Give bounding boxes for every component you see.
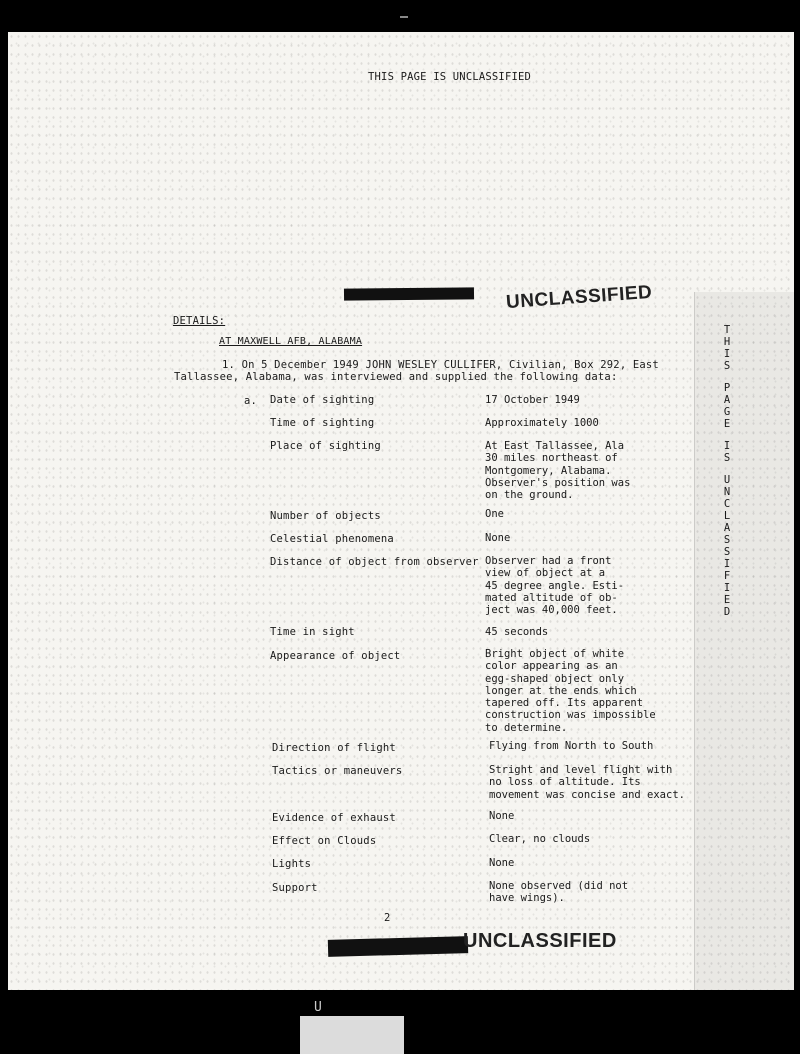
- item-value: None: [489, 810, 515, 822]
- side-stamp-letter: L: [723, 510, 731, 522]
- item-label: Celestial phenomena: [270, 533, 394, 545]
- side-stamp-letter: S: [723, 452, 731, 464]
- intro-line-2: Tallassee, Alabama, was interviewed and supplied the following data:: [174, 371, 618, 383]
- item-label: Evidence of exhaust: [272, 812, 396, 824]
- below-page-mark: U: [314, 1000, 323, 1015]
- page-number: 2: [384, 912, 391, 924]
- location-subheading: AT MAXWELL AFB, ALABAMA: [219, 336, 363, 347]
- item-label: Direction of flight: [272, 742, 396, 754]
- top-scan-mark: [400, 16, 408, 18]
- item-value: Approximately 1000: [485, 417, 599, 429]
- item-value: 17 October 1949: [485, 394, 580, 406]
- item-label: Number of objects: [270, 510, 381, 522]
- item-value: Bright object of white color appearing as an egg-shaped object only longer at the ends which tapered off. Its apparent construction was impossible to determine.: [485, 648, 656, 734]
- unclassified-stamp-bottom: UNCLASSIFIED: [463, 930, 617, 952]
- side-stamp-letter: P: [723, 382, 731, 394]
- side-stamp-letter: U: [723, 474, 731, 486]
- item-label: Time in sight: [270, 626, 355, 638]
- item-label: Lights: [272, 858, 312, 870]
- side-stamp-letter: S: [723, 546, 731, 558]
- item-label: Date of sighting: [270, 394, 375, 406]
- side-stamp-letter: A: [723, 522, 731, 534]
- item-label: Time of sighting: [270, 417, 375, 429]
- side-stamp-letter: F: [723, 570, 731, 582]
- item-value: None: [489, 857, 515, 869]
- side-stamp-letter: C: [723, 498, 731, 510]
- document-page: [8, 32, 794, 990]
- item-label: Distance of object from observer: [270, 556, 479, 568]
- redaction-bar-top: [344, 287, 474, 300]
- side-stamp-letter: E: [723, 594, 731, 606]
- unclassified-stamp-top: UNCLASSIFIED: [505, 281, 653, 314]
- item-value: Stright and level flight with no loss of altitude. Its movement was concise and exact.: [489, 764, 685, 801]
- details-heading: DETAILS:: [173, 315, 226, 327]
- item-value: At East Tallassee, Ala 30 miles northeast of Montgomery, Alabama. Observer's position was on the ground.: [485, 440, 631, 502]
- side-stamp-letter: E: [723, 418, 731, 430]
- side-stamp-letter: A: [723, 394, 731, 406]
- item-label: Place of sighting: [270, 440, 381, 452]
- side-stamp-letter: T: [723, 324, 731, 336]
- side-margin-strip: [694, 292, 794, 990]
- item-value: None observed (did not have wings).: [489, 880, 629, 905]
- item-label: Appearance of object: [270, 650, 401, 662]
- item-label: Tactics or maneuvers: [272, 765, 403, 777]
- side-stamp-letter: S: [723, 534, 731, 546]
- item-value: One: [485, 508, 504, 520]
- intro-line-1: 1. On 5 December 1949 JOHN WESLEY CULLIFER, Civilian, Box 292, East: [222, 359, 659, 371]
- side-stamp-letter: S: [723, 360, 731, 372]
- side-stamp-letter: I: [723, 582, 731, 594]
- header-classification: THIS PAGE IS UNCLASSIFIED: [368, 71, 532, 83]
- side-stamp-letter: I: [723, 440, 731, 452]
- item-label: Effect on Clouds: [272, 835, 377, 847]
- item-value: 45 seconds: [485, 626, 549, 638]
- side-stamp-letter: G: [723, 406, 731, 418]
- side-stamp-letter: I: [723, 558, 731, 570]
- item-value: Flying from North to South: [489, 740, 654, 752]
- side-unclassified-stamp: [720, 324, 734, 618]
- item-label: Support: [272, 882, 318, 894]
- side-stamp-letter: D: [723, 606, 731, 618]
- item-value: Clear, no clouds: [489, 833, 591, 845]
- side-stamp-letter: I: [723, 348, 731, 360]
- side-stamp-letter: N: [723, 486, 731, 498]
- item-value: Observer had a front view of object at a 45 degree angle. Esti- mated altitude of ob- ject was 40,000 feet.: [485, 555, 625, 617]
- redaction-bar-bottom: [328, 936, 468, 957]
- side-stamp-letter: H: [723, 336, 731, 348]
- scan-edge-tab: [300, 1016, 404, 1054]
- item-value: None: [485, 532, 511, 544]
- item-marker: a.: [244, 395, 258, 407]
